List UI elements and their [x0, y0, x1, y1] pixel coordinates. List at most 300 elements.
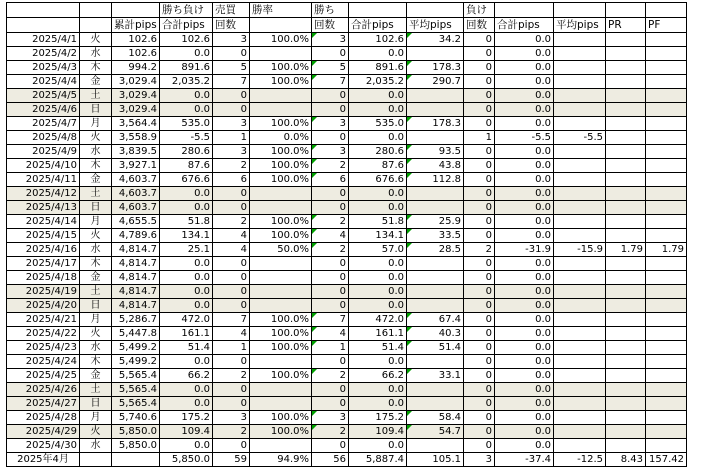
win-count-cell[interactable]: 0: [312, 299, 349, 313]
loss-total-cell[interactable]: 0.0: [495, 285, 554, 299]
win-average-cell[interactable]: [407, 397, 464, 411]
win-average-cell[interactable]: 290.7: [407, 75, 464, 89]
loss-average-cell[interactable]: [554, 355, 606, 369]
net-pips-cell[interactable]: 891.6: [160, 61, 213, 75]
win-average-cell[interactable]: 33.5: [407, 229, 464, 243]
cumulative-pips-cell[interactable]: 3,029.4: [112, 75, 160, 89]
loss-count-cell[interactable]: 0: [464, 425, 495, 439]
pr-cell[interactable]: [606, 411, 646, 425]
trade-count-cell[interactable]: 0: [213, 271, 250, 285]
net-pips-cell[interactable]: 0.0: [160, 257, 213, 271]
cumulative-pips-cell[interactable]: 102.6: [112, 47, 160, 61]
pr-cell[interactable]: [606, 173, 646, 187]
pf-cell[interactable]: [646, 257, 687, 271]
date-cell[interactable]: 2025/4/18: [7, 271, 80, 285]
net-pips-cell[interactable]: 676.6: [160, 173, 213, 187]
pf-cell[interactable]: [646, 215, 687, 229]
win-total-cell[interactable]: 57.0: [349, 243, 407, 257]
trade-count-cell[interactable]: 2: [213, 369, 250, 383]
win-count-cell[interactable]: 2: [312, 159, 349, 173]
pf-cell[interactable]: [646, 229, 687, 243]
net-pips-cell[interactable]: 0.0: [160, 355, 213, 369]
win-rate-cell[interactable]: 100.0%: [250, 229, 312, 243]
weekday-cell[interactable]: 月: [80, 117, 112, 131]
loss-count-cell[interactable]: 0: [464, 299, 495, 313]
loss-average-cell[interactable]: [554, 341, 606, 355]
win-total-cell[interactable]: 280.6: [349, 145, 407, 159]
loss-total-cell[interactable]: 0.0: [495, 439, 554, 453]
net-pips-cell[interactable]: 0.0: [160, 103, 213, 117]
loss-average-cell[interactable]: [554, 75, 606, 89]
win-total-cell[interactable]: 175.2: [349, 411, 407, 425]
pf-cell[interactable]: [646, 425, 687, 439]
win-total-cell[interactable]: 102.6: [349, 33, 407, 47]
win-count-cell[interactable]: 0: [312, 285, 349, 299]
pf-cell[interactable]: [646, 313, 687, 327]
pr-cell[interactable]: [606, 201, 646, 215]
loss-total-cell[interactable]: 0.0: [495, 201, 554, 215]
win-total-cell[interactable]: 0.0: [349, 383, 407, 397]
loss-count-cell[interactable]: 0: [464, 383, 495, 397]
loss-total-cell[interactable]: 0.0: [495, 397, 554, 411]
win-average-cell[interactable]: 178.3: [407, 117, 464, 131]
date-cell[interactable]: 2025/4/5: [7, 89, 80, 103]
cumulative-pips-cell[interactable]: 4,789.6: [112, 229, 160, 243]
trade-count-cell[interactable]: 0: [213, 299, 250, 313]
win-total-cell[interactable]: 0.0: [349, 397, 407, 411]
date-cell[interactable]: 2025/4/21: [7, 313, 80, 327]
win-count-cell[interactable]: 0: [312, 355, 349, 369]
loss-total-cell[interactable]: 0.0: [495, 159, 554, 173]
win-rate-cell[interactable]: 94.9%: [250, 453, 312, 467]
win-count-cell[interactable]: 3: [312, 411, 349, 425]
pf-cell[interactable]: [646, 159, 687, 173]
loss-total-cell[interactable]: -31.9: [495, 243, 554, 257]
trade-count-cell[interactable]: 0: [213, 355, 250, 369]
win-total-cell[interactable]: 0.0: [349, 103, 407, 117]
cumulative-pips-cell[interactable]: 102.6: [112, 33, 160, 47]
win-total-cell[interactable]: 0.0: [349, 299, 407, 313]
date-cell[interactable]: 2025/4/29: [7, 425, 80, 439]
loss-average-cell[interactable]: [554, 369, 606, 383]
win-rate-cell[interactable]: [250, 299, 312, 313]
net-pips-cell[interactable]: 535.0: [160, 117, 213, 131]
loss-total-cell[interactable]: 0.0: [495, 271, 554, 285]
loss-average-cell[interactable]: [554, 411, 606, 425]
cumulative-pips-cell[interactable]: 994.2: [112, 61, 160, 75]
cumulative-pips-cell[interactable]: 3,564.4: [112, 117, 160, 131]
win-average-cell[interactable]: 28.5: [407, 243, 464, 257]
cumulative-pips-cell[interactable]: 5,565.4: [112, 369, 160, 383]
trade-count-cell[interactable]: 0: [213, 187, 250, 201]
weekday-cell[interactable]: 木: [80, 61, 112, 75]
win-rate-cell[interactable]: 100.0%: [250, 61, 312, 75]
weekday-cell[interactable]: 土: [80, 285, 112, 299]
net-pips-cell[interactable]: 472.0: [160, 313, 213, 327]
pr-cell[interactable]: [606, 131, 646, 145]
pr-cell[interactable]: [606, 271, 646, 285]
loss-count-cell[interactable]: 0: [464, 103, 495, 117]
weekday-cell[interactable]: 日: [80, 299, 112, 313]
win-count-cell[interactable]: 0: [312, 397, 349, 411]
loss-count-cell[interactable]: 0: [464, 173, 495, 187]
net-pips-cell[interactable]: 0.0: [160, 47, 213, 61]
win-count-cell[interactable]: 7: [312, 75, 349, 89]
net-pips-cell[interactable]: 175.2: [160, 411, 213, 425]
loss-count-cell[interactable]: 0: [464, 271, 495, 285]
cumulative-pips-cell[interactable]: 5,286.7: [112, 313, 160, 327]
loss-total-cell[interactable]: 0.0: [495, 117, 554, 131]
loss-count-cell[interactable]: 0: [464, 159, 495, 173]
pr-cell[interactable]: [606, 117, 646, 131]
loss-total-cell[interactable]: 0.0: [495, 341, 554, 355]
win-average-cell[interactable]: [407, 355, 464, 369]
win-average-cell[interactable]: [407, 47, 464, 61]
cumulative-pips-cell[interactable]: 5,447.8: [112, 327, 160, 341]
loss-count-cell[interactable]: 0: [464, 215, 495, 229]
pf-cell[interactable]: [646, 117, 687, 131]
weekday-cell[interactable]: 土: [80, 89, 112, 103]
loss-count-cell[interactable]: 1: [464, 131, 495, 145]
weekday-cell[interactable]: 水: [80, 243, 112, 257]
win-total-cell[interactable]: 51.8: [349, 215, 407, 229]
trade-count-cell[interactable]: 0: [213, 103, 250, 117]
weekday-cell[interactable]: 月: [80, 411, 112, 425]
win-count-cell[interactable]: 0: [312, 271, 349, 285]
weekday-cell[interactable]: 火: [80, 33, 112, 47]
cumulative-pips-cell[interactable]: [112, 453, 160, 467]
win-total-cell[interactable]: 0.0: [349, 187, 407, 201]
date-cell[interactable]: 2025/4/25: [7, 369, 80, 383]
weekday-cell[interactable]: 月: [80, 313, 112, 327]
loss-total-cell[interactable]: -5.5: [495, 131, 554, 145]
cumulative-pips-cell[interactable]: 5,740.6: [112, 411, 160, 425]
win-total-cell[interactable]: 2,035.2: [349, 75, 407, 89]
trade-count-cell[interactable]: 4: [213, 229, 250, 243]
win-average-cell[interactable]: 54.7: [407, 425, 464, 439]
date-cell[interactable]: 2025/4/23: [7, 341, 80, 355]
date-cell[interactable]: 2025/4/9: [7, 145, 80, 159]
loss-total-cell[interactable]: 0.0: [495, 75, 554, 89]
loss-count-cell[interactable]: 0: [464, 355, 495, 369]
weekday-cell[interactable]: 水: [80, 439, 112, 453]
pf-cell[interactable]: [646, 201, 687, 215]
win-average-cell[interactable]: [407, 299, 464, 313]
weekday-cell[interactable]: 木: [80, 257, 112, 271]
win-count-cell[interactable]: 2: [312, 425, 349, 439]
pf-cell[interactable]: [646, 411, 687, 425]
loss-total-cell[interactable]: 0.0: [495, 229, 554, 243]
win-average-cell[interactable]: [407, 187, 464, 201]
win-total-cell[interactable]: 51.4: [349, 341, 407, 355]
date-cell[interactable]: 2025/4/3: [7, 61, 80, 75]
win-total-cell[interactable]: 5,887.4: [349, 453, 407, 467]
loss-count-cell[interactable]: 0: [464, 145, 495, 159]
pr-cell[interactable]: [606, 397, 646, 411]
win-average-cell[interactable]: 33.1: [407, 369, 464, 383]
pf-cell[interactable]: [646, 75, 687, 89]
weekday-cell[interactable]: 火: [80, 425, 112, 439]
date-cell[interactable]: 2025/4/17: [7, 257, 80, 271]
loss-count-cell[interactable]: 0: [464, 201, 495, 215]
net-pips-cell[interactable]: 87.6: [160, 159, 213, 173]
pf-cell[interactable]: [646, 355, 687, 369]
win-rate-cell[interactable]: 50.0%: [250, 243, 312, 257]
loss-total-cell[interactable]: 0.0: [495, 257, 554, 271]
win-average-cell[interactable]: 34.2: [407, 33, 464, 47]
win-rate-cell[interactable]: 100.0%: [250, 327, 312, 341]
pf-cell[interactable]: [646, 33, 687, 47]
pr-cell[interactable]: [606, 383, 646, 397]
win-total-cell[interactable]: 134.1: [349, 229, 407, 243]
net-pips-cell[interactable]: 109.4: [160, 425, 213, 439]
trade-count-cell[interactable]: 0: [213, 439, 250, 453]
loss-average-cell[interactable]: [554, 145, 606, 159]
win-average-cell[interactable]: [407, 285, 464, 299]
date-cell[interactable]: 2025/4/24: [7, 355, 80, 369]
loss-average-cell[interactable]: [554, 383, 606, 397]
cumulative-pips-cell[interactable]: 3,029.4: [112, 89, 160, 103]
loss-count-cell[interactable]: 0: [464, 47, 495, 61]
date-cell[interactable]: 2025/4/19: [7, 285, 80, 299]
loss-count-cell[interactable]: 0: [464, 89, 495, 103]
loss-average-cell[interactable]: [554, 229, 606, 243]
trade-count-cell[interactable]: 0: [213, 47, 250, 61]
trade-count-cell[interactable]: 0: [213, 383, 250, 397]
win-rate-cell[interactable]: 100.0%: [250, 341, 312, 355]
loss-total-cell[interactable]: 0.0: [495, 313, 554, 327]
net-pips-cell[interactable]: 0.0: [160, 285, 213, 299]
trade-count-cell[interactable]: 5: [213, 61, 250, 75]
trade-count-cell[interactable]: 7: [213, 75, 250, 89]
win-count-cell[interactable]: 56: [312, 453, 349, 467]
win-total-cell[interactable]: 0.0: [349, 89, 407, 103]
win-rate-cell[interactable]: [250, 355, 312, 369]
cumulative-pips-cell[interactable]: 3,029.4: [112, 103, 160, 117]
weekday-cell[interactable]: 日: [80, 397, 112, 411]
win-average-cell[interactable]: 25.9: [407, 215, 464, 229]
pr-cell[interactable]: [606, 285, 646, 299]
loss-average-cell[interactable]: [554, 89, 606, 103]
loss-count-cell[interactable]: 0: [464, 229, 495, 243]
pr-cell[interactable]: [606, 327, 646, 341]
loss-average-cell[interactable]: [554, 439, 606, 453]
trade-count-cell[interactable]: 3: [213, 33, 250, 47]
win-rate-cell[interactable]: 100.0%: [250, 215, 312, 229]
trade-count-cell[interactable]: 2: [213, 159, 250, 173]
loss-total-cell[interactable]: 0.0: [495, 89, 554, 103]
loss-total-cell[interactable]: 0.0: [495, 411, 554, 425]
weekday-cell[interactable]: 水: [80, 47, 112, 61]
win-count-cell[interactable]: 0: [312, 201, 349, 215]
date-cell[interactable]: 2025/4/10: [7, 159, 80, 173]
pf-cell[interactable]: [646, 89, 687, 103]
loss-total-cell[interactable]: 0.0: [495, 369, 554, 383]
trade-count-cell[interactable]: 1: [213, 131, 250, 145]
pf-cell[interactable]: [646, 327, 687, 341]
win-count-cell[interactable]: 4: [312, 229, 349, 243]
win-average-cell[interactable]: [407, 201, 464, 215]
pf-cell[interactable]: [646, 47, 687, 61]
cumulative-pips-cell[interactable]: 4,603.7: [112, 173, 160, 187]
cumulative-pips-cell[interactable]: 4,655.5: [112, 215, 160, 229]
loss-average-cell[interactable]: [554, 47, 606, 61]
win-rate-cell[interactable]: 100.0%: [250, 173, 312, 187]
trade-count-cell[interactable]: 6: [213, 173, 250, 187]
loss-average-cell[interactable]: -5.5: [554, 131, 606, 145]
win-rate-cell[interactable]: [250, 285, 312, 299]
win-total-cell[interactable]: 87.6: [349, 159, 407, 173]
loss-total-cell[interactable]: 0.0: [495, 187, 554, 201]
win-rate-cell[interactable]: [250, 397, 312, 411]
win-average-cell[interactable]: [407, 257, 464, 271]
loss-count-cell[interactable]: 0: [464, 341, 495, 355]
pr-cell[interactable]: 8.43: [606, 453, 646, 467]
loss-count-cell[interactable]: 0: [464, 313, 495, 327]
weekday-cell[interactable]: 火: [80, 229, 112, 243]
date-cell[interactable]: 2025/4/4: [7, 75, 80, 89]
net-pips-cell[interactable]: 0.0: [160, 439, 213, 453]
loss-average-cell[interactable]: [554, 103, 606, 117]
loss-count-cell[interactable]: 0: [464, 397, 495, 411]
cumulative-pips-cell[interactable]: 3,558.9: [112, 131, 160, 145]
pf-cell[interactable]: [646, 439, 687, 453]
net-pips-cell[interactable]: 0.0: [160, 397, 213, 411]
cumulative-pips-cell[interactable]: 4,814.7: [112, 271, 160, 285]
win-average-cell[interactable]: 58.4: [407, 411, 464, 425]
win-rate-cell[interactable]: [250, 47, 312, 61]
cumulative-pips-cell[interactable]: 3,839.5: [112, 145, 160, 159]
date-cell[interactable]: 2025/4/26: [7, 383, 80, 397]
loss-total-cell[interactable]: 0.0: [495, 103, 554, 117]
pf-cell[interactable]: [646, 187, 687, 201]
date-cell[interactable]: 2025/4/30: [7, 439, 80, 453]
pr-cell[interactable]: [606, 145, 646, 159]
win-total-cell[interactable]: 161.1: [349, 327, 407, 341]
trade-count-cell[interactable]: 3: [213, 145, 250, 159]
loss-total-cell[interactable]: 0.0: [495, 145, 554, 159]
win-total-cell[interactable]: 109.4: [349, 425, 407, 439]
win-average-cell[interactable]: 51.4: [407, 341, 464, 355]
win-average-cell[interactable]: 43.8: [407, 159, 464, 173]
win-rate-cell[interactable]: 100.0%: [250, 33, 312, 47]
loss-count-cell[interactable]: 0: [464, 61, 495, 75]
cumulative-pips-cell[interactable]: 4,814.7: [112, 299, 160, 313]
pf-cell[interactable]: [646, 341, 687, 355]
win-total-cell[interactable]: 66.2: [349, 369, 407, 383]
loss-average-cell[interactable]: [554, 313, 606, 327]
loss-average-cell[interactable]: [554, 299, 606, 313]
loss-total-cell[interactable]: 0.0: [495, 327, 554, 341]
loss-total-cell[interactable]: 0.0: [495, 215, 554, 229]
cumulative-pips-cell[interactable]: 4,814.7: [112, 285, 160, 299]
date-cell[interactable]: 2025/4/11: [7, 173, 80, 187]
win-total-cell[interactable]: 0.0: [349, 355, 407, 369]
trade-count-cell[interactable]: 0: [213, 89, 250, 103]
win-count-cell[interactable]: 3: [312, 33, 349, 47]
loss-count-cell[interactable]: 0: [464, 439, 495, 453]
loss-average-cell[interactable]: [554, 271, 606, 285]
pr-cell[interactable]: [606, 439, 646, 453]
weekday-cell[interactable]: 月: [80, 215, 112, 229]
loss-average-cell[interactable]: [554, 187, 606, 201]
date-cell[interactable]: 2025/4/13: [7, 201, 80, 215]
trade-count-cell[interactable]: 0: [213, 201, 250, 215]
loss-count-cell[interactable]: 0: [464, 75, 495, 89]
net-pips-cell[interactable]: 280.6: [160, 145, 213, 159]
win-count-cell[interactable]: 6: [312, 173, 349, 187]
pr-cell[interactable]: [606, 229, 646, 243]
trade-count-cell[interactable]: 4: [213, 243, 250, 257]
pr-cell[interactable]: [606, 425, 646, 439]
weekday-cell[interactable]: 火: [80, 327, 112, 341]
loss-count-cell[interactable]: 0: [464, 327, 495, 341]
pr-cell[interactable]: [606, 103, 646, 117]
weekday-cell[interactable]: 火: [80, 131, 112, 145]
date-cell[interactable]: 2025/4/1: [7, 33, 80, 47]
net-pips-cell[interactable]: 51.4: [160, 341, 213, 355]
trade-count-cell[interactable]: 2: [213, 425, 250, 439]
trade-count-cell[interactable]: 3: [213, 411, 250, 425]
trade-count-cell[interactable]: 3: [213, 117, 250, 131]
pr-cell[interactable]: [606, 33, 646, 47]
cumulative-pips-cell[interactable]: 3,927.1: [112, 159, 160, 173]
win-rate-cell[interactable]: [250, 383, 312, 397]
cumulative-pips-cell[interactable]: 5,499.2: [112, 355, 160, 369]
loss-average-cell[interactable]: [554, 215, 606, 229]
date-cell[interactable]: 2025/4/2: [7, 47, 80, 61]
weekday-cell[interactable]: 金: [80, 173, 112, 187]
win-rate-cell[interactable]: [250, 271, 312, 285]
trade-count-cell[interactable]: 7: [213, 313, 250, 327]
loss-average-cell[interactable]: [554, 117, 606, 131]
pr-cell[interactable]: 1.79: [606, 243, 646, 257]
win-average-cell[interactable]: [407, 131, 464, 145]
pf-cell[interactable]: [646, 173, 687, 187]
pf-cell[interactable]: [646, 145, 687, 159]
win-rate-cell[interactable]: 100.0%: [250, 411, 312, 425]
loss-total-cell[interactable]: 0.0: [495, 425, 554, 439]
loss-average-cell[interactable]: [554, 397, 606, 411]
pf-cell[interactable]: [646, 369, 687, 383]
date-cell[interactable]: 2025年4月: [7, 453, 80, 467]
cumulative-pips-cell[interactable]: 5,565.4: [112, 383, 160, 397]
win-count-cell[interactable]: 3: [312, 117, 349, 131]
loss-count-cell[interactable]: 2: [464, 243, 495, 257]
cumulative-pips-cell[interactable]: 4,603.7: [112, 201, 160, 215]
cumulative-pips-cell[interactable]: 5,850.0: [112, 439, 160, 453]
win-count-cell[interactable]: 7: [312, 313, 349, 327]
win-total-cell[interactable]: 0.0: [349, 271, 407, 285]
date-cell[interactable]: 2025/4/8: [7, 131, 80, 145]
net-pips-cell[interactable]: 161.1: [160, 327, 213, 341]
win-rate-cell[interactable]: [250, 89, 312, 103]
win-count-cell[interactable]: 0: [312, 47, 349, 61]
weekday-cell[interactable]: 金: [80, 369, 112, 383]
loss-count-cell[interactable]: 0: [464, 33, 495, 47]
cumulative-pips-cell[interactable]: 5,565.4: [112, 397, 160, 411]
loss-count-cell[interactable]: 3: [464, 453, 495, 467]
pf-cell[interactable]: [646, 397, 687, 411]
pr-cell[interactable]: [606, 341, 646, 355]
date-cell[interactable]: 2025/4/7: [7, 117, 80, 131]
date-cell[interactable]: 2025/4/27: [7, 397, 80, 411]
win-rate-cell[interactable]: [250, 187, 312, 201]
date-cell[interactable]: 2025/4/28: [7, 411, 80, 425]
win-rate-cell[interactable]: 100.0%: [250, 313, 312, 327]
loss-total-cell[interactable]: 0.0: [495, 355, 554, 369]
win-total-cell[interactable]: 676.6: [349, 173, 407, 187]
